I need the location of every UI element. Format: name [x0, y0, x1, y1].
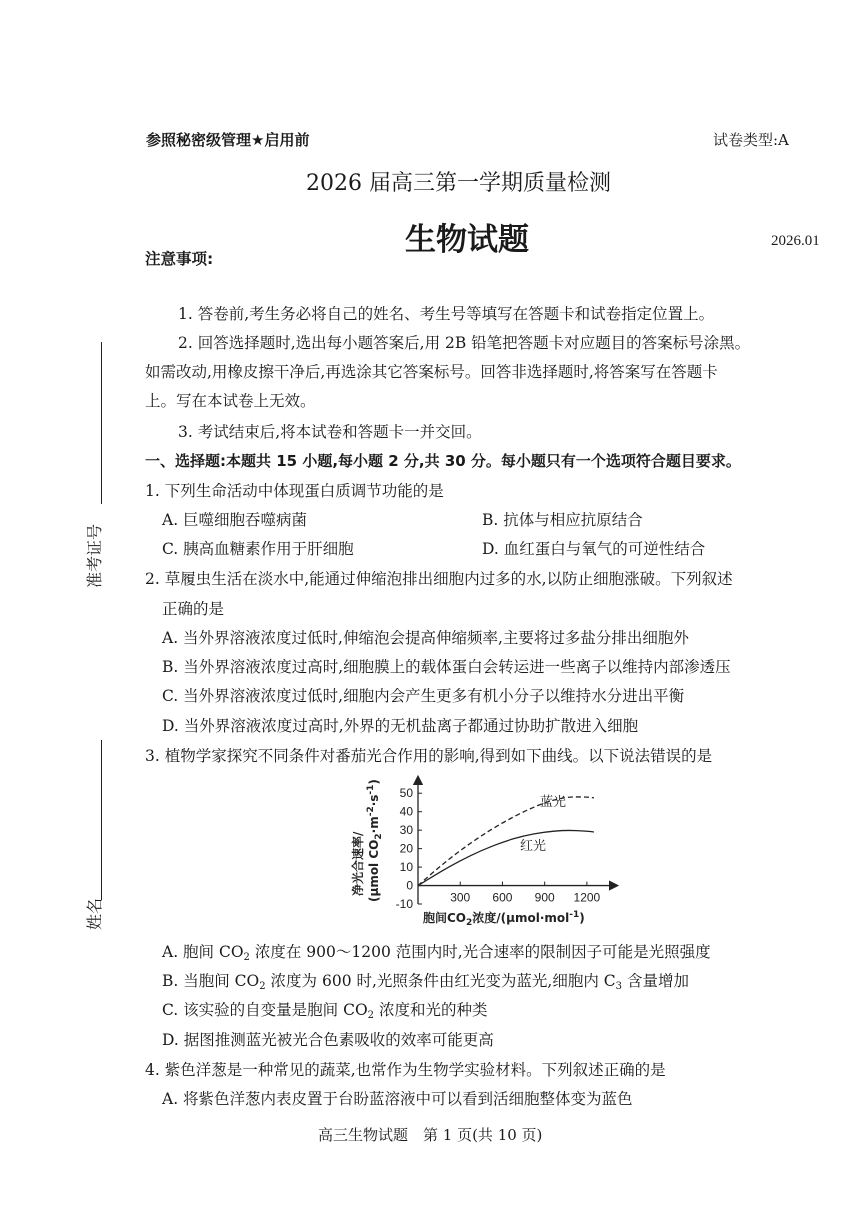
x-axis-label: 胞间$CO_2$浓度/(μmol·mol$^{-1}$)	[423, 910, 585, 928]
y-tick-label: 50	[399, 786, 413, 801]
series-label-blue: 蓝光	[540, 795, 567, 810]
exam-no-label: 准考证号	[85, 523, 104, 588]
x-tick-label: 900	[534, 890, 555, 905]
chart-series	[418, 797, 594, 886]
q4-stem: 4. 紫色洋葱是一种常见的蔬菜,也常作为生物学实验材料。下列叙述正确的是	[145, 1061, 666, 1079]
q2-option-c: C. 当外界溶液浓度过低时,细胞内会产生更多有机小分子以维持水分进出平衡	[162, 687, 685, 705]
q3-stem: 3. 植物学家探究不同条件对番茄光合作用的影响,得到如下曲线。以下说法错误的是	[145, 747, 713, 765]
q1-option-d: D. 血红蛋白与氧气的可逆性结合	[482, 540, 706, 558]
notice-line-2b: 如需改动,用橡皮擦干净后,再选涂其它答案标号。回答非选择题时,将答案写在答题卡	[145, 363, 718, 381]
exam-date: 2026.01	[771, 233, 820, 249]
notice-line-2a: 2. 回答选择题时,选出每小题答案后,用 2B 铅笔把答题卡对应题目的答案标号涂黑。	[178, 334, 751, 352]
chart-ticks	[396, 786, 601, 911]
x-tick-label: 600	[492, 890, 513, 905]
exam-no-line	[101, 342, 102, 504]
y-tick-label: -10	[395, 897, 413, 911]
notice-line-1: 1. 答卷前,考生务必将自己的姓名、考生号等填写在答题卡和试卷指定位置上。	[178, 305, 715, 323]
y-axis-label-line2: (μmol $CO_2\cdot m^{-2}\cdot s^{-1}$)	[366, 779, 384, 902]
y-tick-label: 10	[399, 860, 413, 875]
name-line	[101, 740, 102, 900]
q3-option-c: C. 该实验的自变量是胞间 $CO_2$ 浓度和光的种类	[162, 1001, 488, 1021]
notice-heading: 注意事项:	[145, 250, 214, 268]
notice-line-3: 3. 考试结束后,将本试卷和答题卡一并交回。	[178, 423, 482, 441]
exam-title: 2026 届高三第一学期质量检测	[306, 171, 611, 196]
notice-line-2c: 上。写在本试卷上无效。	[145, 392, 316, 410]
q2-stem-1: 2. 草履虫生活在淡水中,能通过伸缩泡排出细胞内过多的水,以防止细胞涨破。下列叙述	[145, 570, 733, 588]
subject-title: 生物试题	[405, 222, 529, 258]
series-label-red: 红光	[520, 839, 547, 854]
red-light-curve	[418, 830, 594, 885]
photosynthesis-chart	[340, 770, 640, 930]
chart-axes	[418, 780, 614, 904]
x-tick-label: 300	[450, 890, 471, 905]
q1-option-b: B. 抗体与相应抗原结合	[482, 511, 643, 529]
y-tick-label: 20	[399, 841, 413, 856]
q1-stem: 1. 下列生命活动中体现蛋白质调节功能的是	[145, 482, 444, 500]
y-tick-label: 40	[399, 804, 413, 819]
q2-option-b: B. 当外界溶液浓度过高时,细胞膜上的载体蛋白会转运进一些离子以维持内部渗透压	[162, 658, 731, 676]
section-heading: 一、选择题:本题共 15 小题,每小题 2 分,共 30 分。每小题只有一个选项符合题目要求。	[145, 452, 741, 470]
q1-option-c: C. 胰高血糖素作用于肝细胞	[162, 540, 354, 558]
confidentiality-note: 参照秘密级管理★启用前	[146, 131, 310, 149]
x-tick-label: 1200	[573, 890, 601, 905]
q2-stem-2: 正确的是	[162, 600, 225, 618]
q3-option-b: B. 当胞间 $CO_2$ 浓度为 600 时,光照条件由红光变为蓝光,细胞内 $C_3$ 含量增加	[162, 972, 689, 992]
q3-option-d: D. 据图推测蓝光被光合色素吸收的效率可能更高	[162, 1031, 494, 1049]
q4-option-a: A. 将紫色洋葱内表皮置于台盼蓝溶液中可以看到活细胞整体变为蓝色	[162, 1090, 633, 1108]
y-axis-label-line1: 净光合速率/	[351, 831, 365, 896]
y-tick-label: 0	[406, 878, 413, 893]
paper-type: 试卷类型:A	[713, 131, 789, 149]
page-footer: 高三生物试题 第 1 页(共 10 页)	[318, 1126, 543, 1144]
q3-option-a: A. 胞间 $CO_2$ 浓度在 900～1200 范围内时,光合速率的限制因子可能是光照强度	[162, 943, 711, 963]
name-label: 姓名	[85, 897, 104, 930]
y-tick-label: 30	[399, 823, 413, 838]
q2-option-d: D. 当外界溶液浓度过高时,外界的无机盐离子都通过协助扩散进入细胞	[162, 717, 639, 735]
q2-option-a: A. 当外界溶液浓度过低时,伸缩泡会提高伸缩频率,主要将过多盐分排出细胞外	[162, 629, 689, 647]
q1-option-a: A. 巨噬细胞吞噬病菌	[162, 511, 308, 529]
